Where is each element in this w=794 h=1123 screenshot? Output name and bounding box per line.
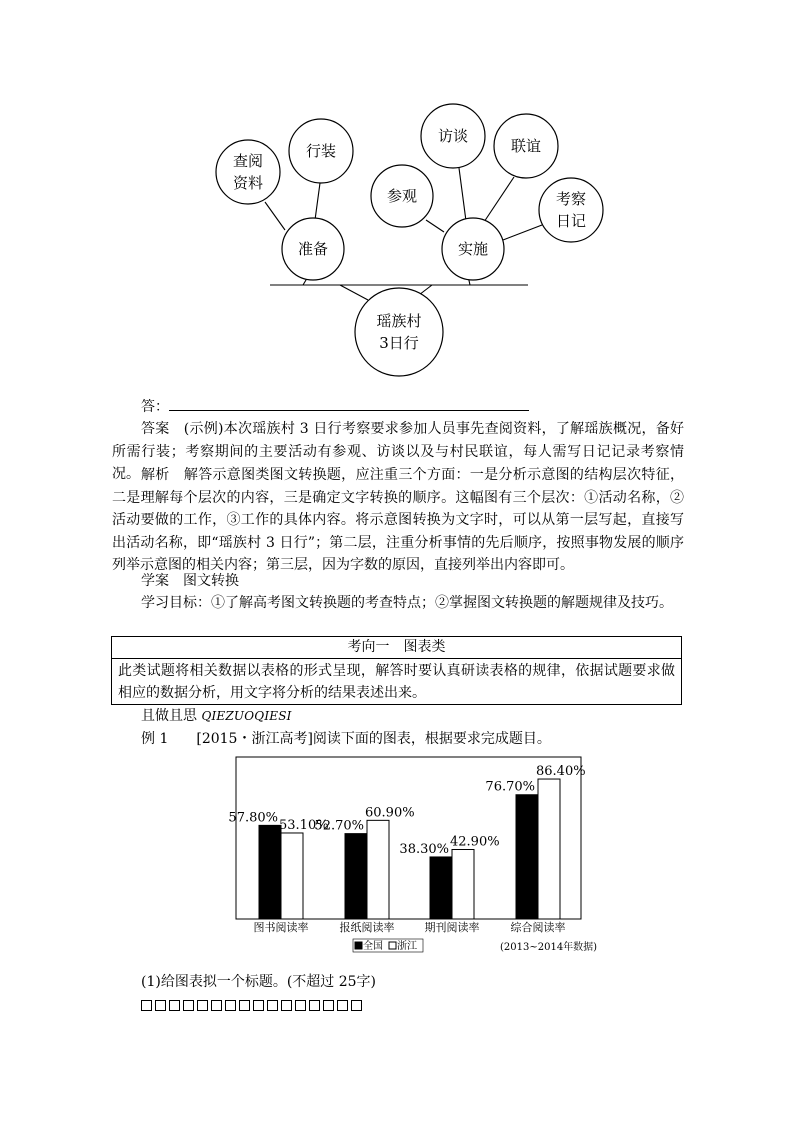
data-label-zhejiang-2: 42.90% [450,834,500,850]
answer-box[interactable] [155,1000,166,1011]
canguan-label: 参观 [386,187,418,205]
data-label-quanguo-3: 76.70% [485,779,535,795]
bar-quanguo-2 [430,857,452,919]
data-label-zhejiang-3: 86.40% [536,764,586,780]
fangtan-label: 访谈 [437,127,469,145]
kaocha-line-2: 日记 [555,212,587,230]
chayue-line-1: 查阅 [232,152,264,170]
answer-box[interactable] [267,1000,278,1011]
answer-label: 答： [141,399,169,415]
answer-box[interactable] [183,1000,194,1011]
category-label-1: 报纸阅读率 [339,921,395,934]
bar-quanguo-0 [259,825,281,919]
lianyi-label: 联谊 [510,137,542,155]
answer-box[interactable] [309,1000,320,1011]
chayue-line-2: 资料 [232,174,264,192]
kaocha-line-1: 考察 [555,190,587,208]
bar-quanguo-1 [345,834,367,919]
chart-note: (2013~2014年数据) [500,942,598,953]
section-box-title: 考向一 图表类 [112,637,681,659]
qiezuo-label: 且做且思 [141,708,197,724]
category-label-2: 期刊阅读率 [424,921,480,934]
answer-box[interactable] [239,1000,250,1011]
category-label-3: 综合阅读率 [510,921,566,934]
legend-label-zhejiang: 浙江 [397,941,417,952]
prepare-label: 准备 [297,240,329,258]
answer-box[interactable] [295,1000,306,1011]
answer-box[interactable] [169,1000,180,1011]
implement-label: 实施 [457,240,489,258]
answer-boxes[interactable] [141,996,365,1010]
answer-box[interactable] [141,1000,152,1011]
answer-box[interactable] [337,1000,348,1011]
bar-zhejiang-3 [538,779,560,919]
question-1: (1)给图表拟一个标题。(不超过 25字) [141,974,377,990]
qiezuo-pinyin: QIEZUOQIESI [201,709,292,723]
bar-zhejiang-2 [452,850,474,919]
answer-box[interactable] [323,1000,334,1011]
xingzhuang-label: 行装 [305,142,337,160]
learning-goal: 学习目标：①了解高考图文转换题的考查特点；②掌握图文转换题的解题规律及技巧。 [141,595,673,611]
answer-box[interactable] [211,1000,222,1011]
legend-swatch-zhejiang [389,942,396,949]
legend-label-quanguo: 全国 [363,941,383,952]
data-label-quanguo-2: 38.30% [399,841,449,857]
section-box-body: 此类试题将相关数据以表格的形式呈现，解答时要认真研读表格的规律，依据试题要求做相应的数据分析，用文字将分析的结果表述出来。 [118,663,675,701]
center-line-2: 3日行 [379,334,419,352]
category-label-0: 图书阅读率 [253,921,309,934]
xuean-heading: 学案 图文转换 [141,573,239,589]
answer-box[interactable] [281,1000,292,1011]
answer-paragraph: 答案 (示例)本次瑶族村 3 日行考察要求参加人员事先查阅资料，了解瑶族概况，备好所需行装；考察期间的主要活动有参观、访谈以及与村民联谊，每人需写日记记录考察情况。 [112,421,684,482]
bar-zhejiang-1 [367,820,389,919]
data-label-quanguo-1: 52.70% [314,818,364,834]
answer-box[interactable] [197,1000,208,1011]
analysis-paragraph: 解析 解答示意图类图文转换题，应注重三个方面：一是分析示意图的结构层次特征，二是理解每个层次的内容，三是确定文字转换的顺序。这幅图有三个层次：①活动名称，②活动要做的工作，③工作的具体内容。将示意图转换为文字时，可以从第一层写起，直接写出活动名称，即“瑶族村 3 日行”；第二层，注重分析事情的先后顺序，按照事物发展的顺序列举示意图的相关内容；第三层，因为字数的原因，直接列举出内容即可。 [112,467,684,573]
data-label-zhejiang-1: 60.90% [365,805,415,821]
answer-box[interactable] [225,1000,236,1011]
answer-box[interactable] [351,1000,362,1011]
bar-zhejiang-0 [281,833,303,919]
bar-quanguo-3 [516,795,538,919]
answer-box[interactable] [253,1000,264,1011]
data-label-quanguo-0: 57.80% [228,810,278,826]
legend-swatch-quanguo [355,942,362,949]
data-label-zhejiang-0: 53.10% [279,817,329,833]
chart-legend [353,939,597,953]
center-line-1: 瑶族村 [376,312,422,330]
example-heading: 例 1 [2015・浙江高考]阅读下面的图表，根据要求完成题目。 [141,731,551,747]
